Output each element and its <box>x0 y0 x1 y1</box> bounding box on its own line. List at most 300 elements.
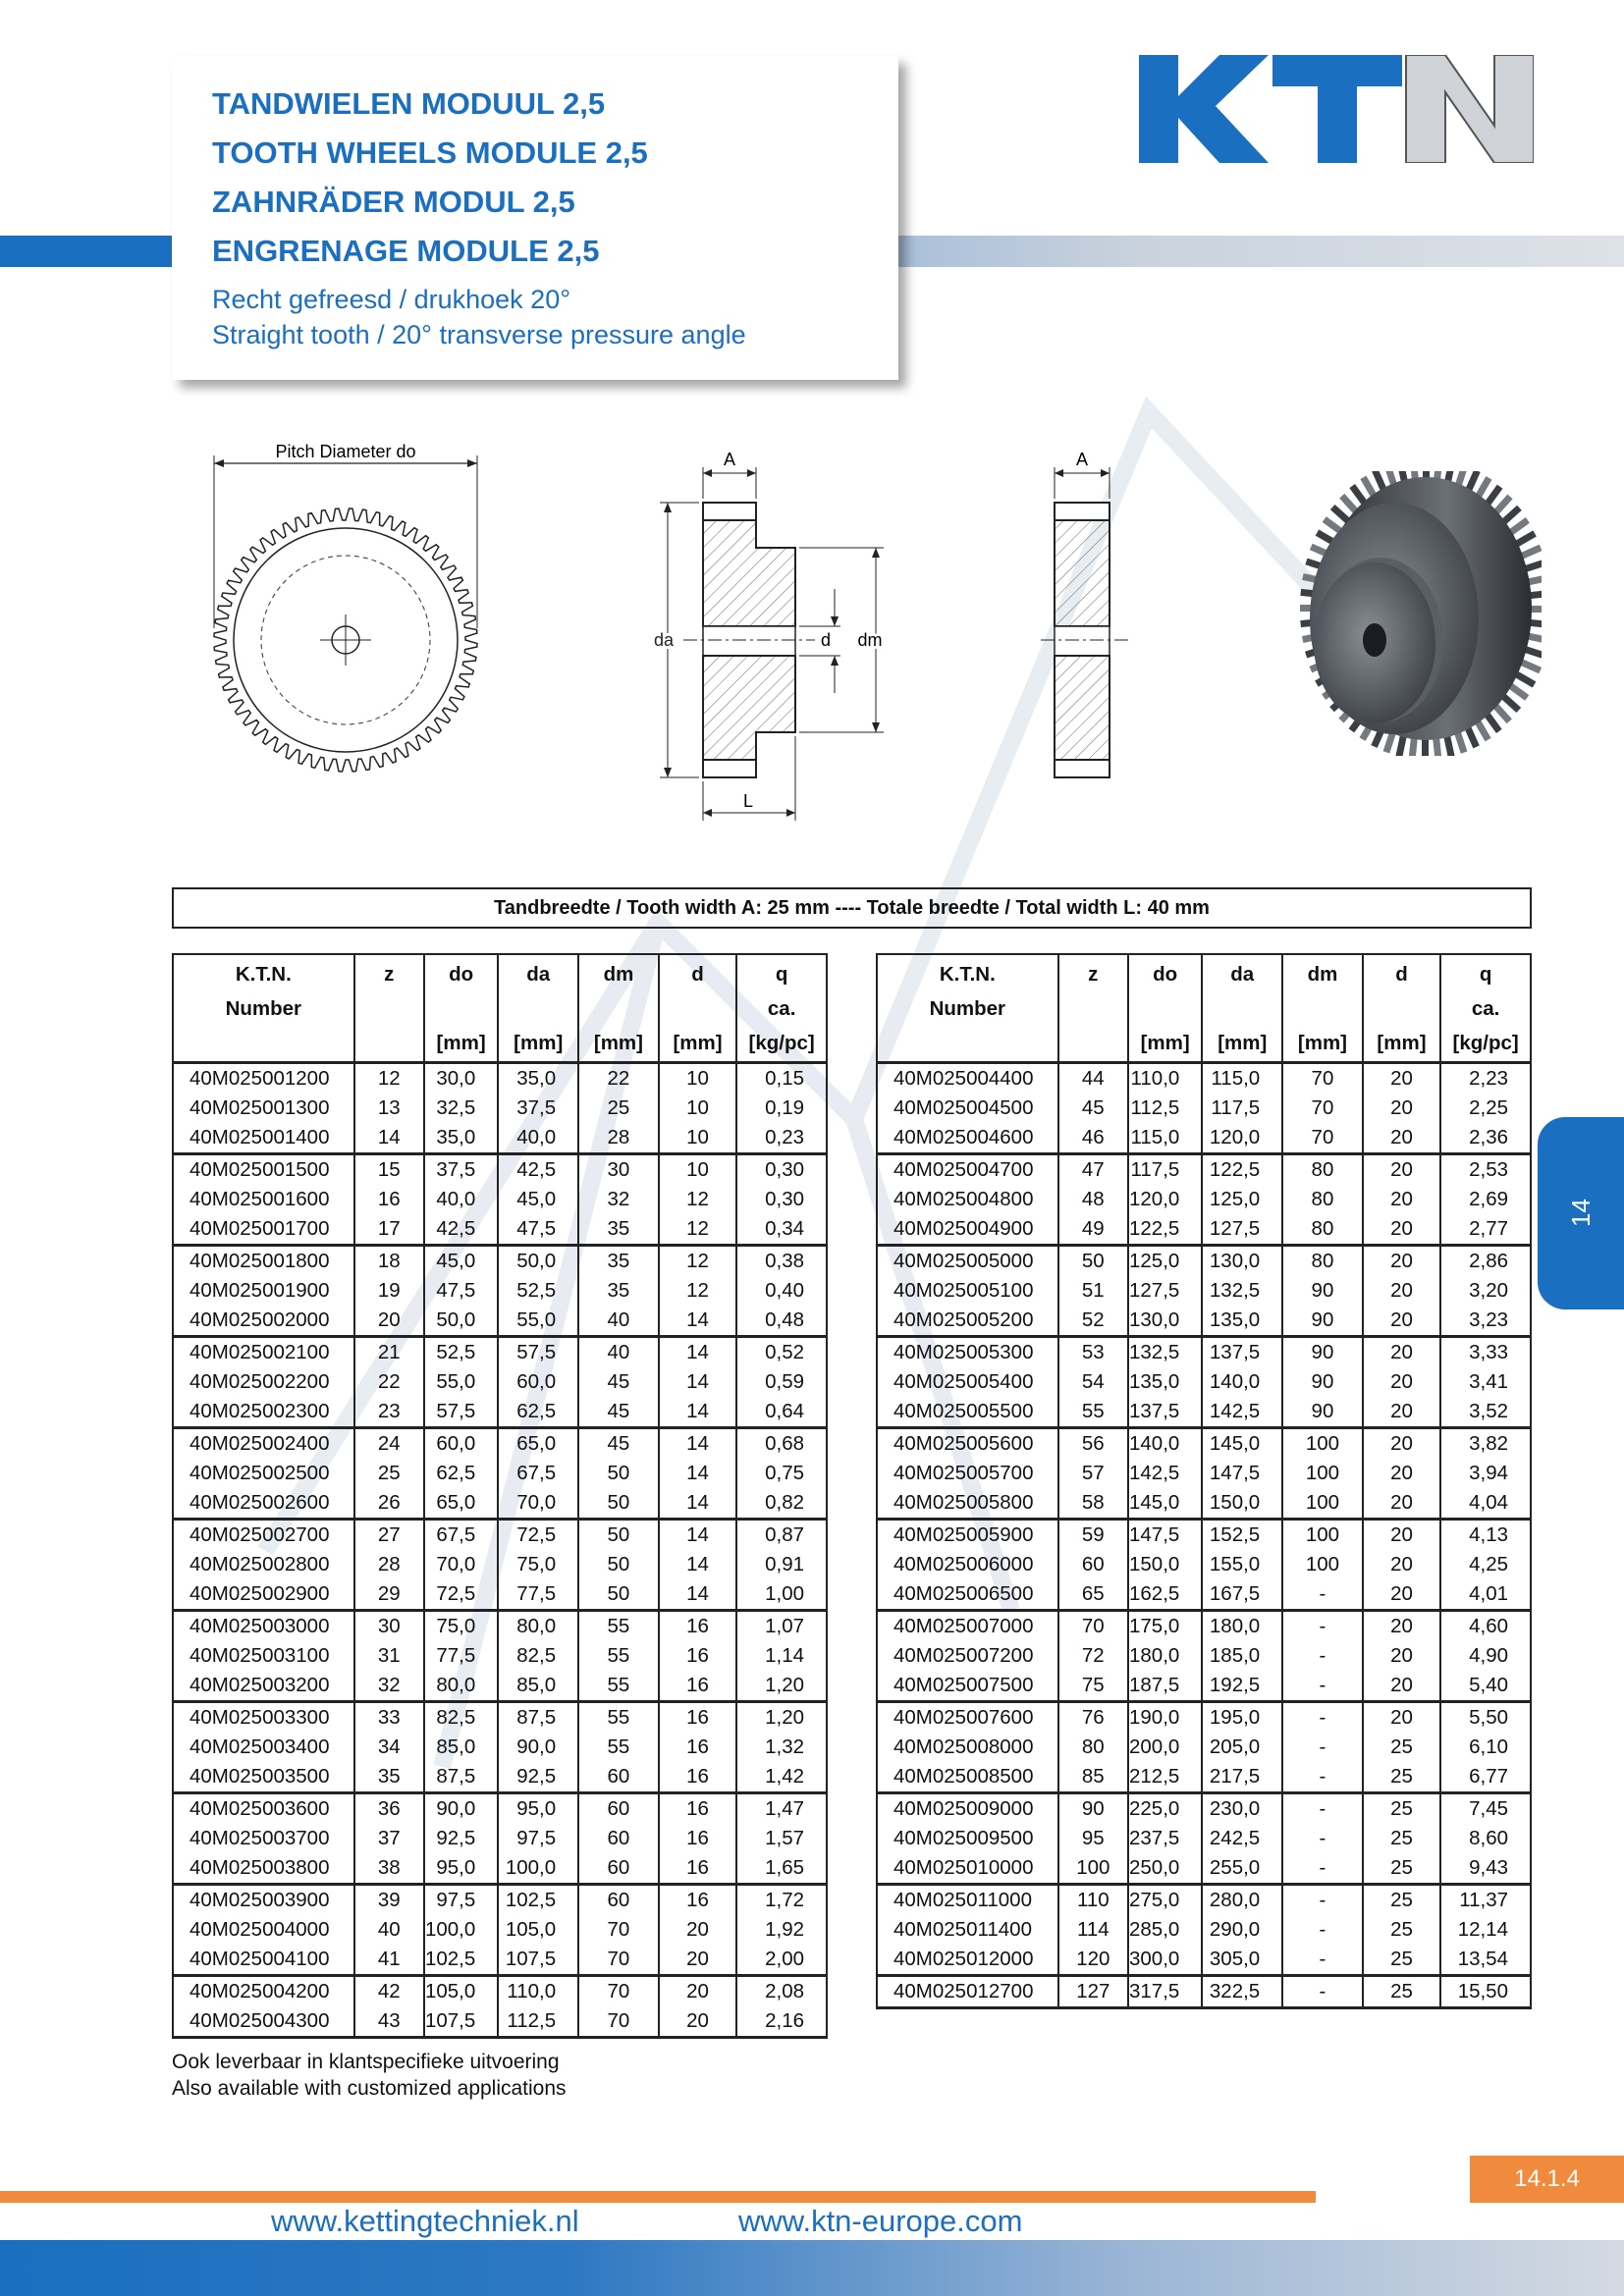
cell-dm: 90 <box>1282 1337 1363 1368</box>
cell-da: 280,0 <box>1202 1885 1282 1916</box>
cell-number: 40M025002400 <box>173 1428 354 1460</box>
cell-da: 97,5 <box>498 1824 578 1853</box>
cell-z: 18 <box>354 1246 424 1277</box>
table-row <box>877 1733 1531 1762</box>
cell-d: 20 <box>1363 1185 1441 1214</box>
cell-number: 40M025005000 <box>877 1246 1058 1277</box>
cell-q: 3,41 <box>1440 1367 1531 1397</box>
cell-number: 40M025007000 <box>877 1611 1058 1642</box>
cell-do: 87,5 <box>424 1762 498 1793</box>
cell-number: 40M025003000 <box>173 1611 354 1642</box>
col-number: K.T.N. Number <box>877 954 1058 1063</box>
cell-z: 30 <box>354 1611 424 1642</box>
cell-number: 40M025002300 <box>173 1397 354 1428</box>
cell-number: 40M025007500 <box>877 1671 1058 1702</box>
cell-number: 40M025002900 <box>173 1579 354 1611</box>
cell-do: 110,0 <box>1128 1063 1202 1095</box>
cell-q: 1,57 <box>736 1824 827 1853</box>
cell-do: 300,0 <box>1128 1945 1202 1976</box>
cell-d: 20 <box>1363 1641 1441 1671</box>
cell-z: 70 <box>1058 1611 1128 1642</box>
cell-dm: 70 <box>578 1976 659 2007</box>
cell-do: 30,0 <box>424 1063 498 1095</box>
cell-d: 16 <box>659 1733 737 1762</box>
cell-da: 72,5 <box>498 1520 578 1551</box>
dim-a2-label: A <box>1075 450 1089 469</box>
table-row <box>173 1793 827 1825</box>
cell-d: 20 <box>1363 1214 1441 1246</box>
cell-do: 70,0 <box>424 1550 498 1579</box>
cell-q: 4,60 <box>1440 1611 1531 1642</box>
cell-number: 40M025003800 <box>173 1853 354 1885</box>
table-row <box>173 1853 827 1885</box>
cell-z: 46 <box>1058 1123 1128 1154</box>
table-row <box>877 1671 1531 1702</box>
cell-d: 20 <box>1363 1520 1441 1551</box>
url-ktn-europe[interactable]: www.ktn-europe.com <box>738 2204 1023 2238</box>
cell-da: 107,5 <box>498 1945 578 1976</box>
cell-q: 1,72 <box>736 1885 827 1916</box>
cell-da: 230,0 <box>1202 1793 1282 1825</box>
cell-q: 0,87 <box>736 1520 827 1551</box>
cell-do: 225,0 <box>1128 1793 1202 1825</box>
col-da: da [mm] <box>1202 954 1282 1063</box>
cell-number: 40M025007600 <box>877 1702 1058 1734</box>
cell-dm: - <box>1282 1824 1363 1853</box>
cell-do: 105,0 <box>424 1976 498 2007</box>
cell-d: 20 <box>1363 1063 1441 1095</box>
cell-z: 76 <box>1058 1702 1128 1734</box>
cell-do: 200,0 <box>1128 1733 1202 1762</box>
cell-dm: 70 <box>578 1945 659 1976</box>
table-row <box>173 1337 827 1368</box>
cell-do: 62,5 <box>424 1459 498 1488</box>
cell-z: 39 <box>354 1885 424 1916</box>
dim-da-label: da <box>653 630 675 650</box>
cell-da: 80,0 <box>498 1611 578 1642</box>
title-en: TOOTH WHEELS MODULE 2,5 <box>212 135 648 170</box>
cell-z: 31 <box>354 1641 424 1671</box>
cell-da: 120,0 <box>1202 1123 1282 1154</box>
cell-da: 92,5 <box>498 1762 578 1793</box>
cell-z: 40 <box>354 1915 424 1945</box>
cell-number: 40M025003700 <box>173 1824 354 1853</box>
cell-q: 2,00 <box>736 1945 827 1976</box>
cell-dm: 40 <box>578 1306 659 1337</box>
cell-dm: 100 <box>1282 1488 1363 1520</box>
cell-dm: - <box>1282 1671 1363 1702</box>
cell-dm: - <box>1282 1885 1363 1916</box>
table-row <box>173 1579 827 1611</box>
cell-do: 275,0 <box>1128 1885 1202 1916</box>
cell-do: 32,5 <box>424 1094 498 1123</box>
table-row <box>173 1428 827 1460</box>
cell-dm: - <box>1282 1762 1363 1793</box>
cell-z: 27 <box>354 1520 424 1551</box>
cell-do: 237,5 <box>1128 1824 1202 1853</box>
cell-number: 40M025002000 <box>173 1306 354 1337</box>
col-z: z <box>354 954 424 1063</box>
cell-z: 43 <box>354 2006 424 2038</box>
table-row <box>173 1154 827 1186</box>
cell-number: 40M025005900 <box>877 1520 1058 1551</box>
cell-do: 102,5 <box>424 1945 498 1976</box>
cell-da: 150,0 <box>1202 1488 1282 1520</box>
cell-d: 20 <box>659 1915 737 1945</box>
table-row <box>173 1094 827 1123</box>
cell-number: 40M025006000 <box>877 1550 1058 1579</box>
cell-da: 167,5 <box>1202 1579 1282 1611</box>
cell-d: 25 <box>1363 1762 1441 1793</box>
cell-da: 255,0 <box>1202 1853 1282 1885</box>
cell-z: 127 <box>1058 1976 1128 2008</box>
cell-q: 15,50 <box>1440 1976 1531 2008</box>
cell-q: 1,92 <box>736 1915 827 1945</box>
cell-number: 40M025001300 <box>173 1094 354 1123</box>
cell-dm: 55 <box>578 1611 659 1642</box>
cell-do: 112,5 <box>1128 1094 1202 1123</box>
cell-da: 130,0 <box>1202 1246 1282 1277</box>
cell-number: 40M025001900 <box>173 1276 354 1306</box>
cell-number: 40M025011400 <box>877 1915 1058 1945</box>
cell-d: 20 <box>1363 1306 1441 1337</box>
cell-z: 42 <box>354 1976 424 2007</box>
cell-d: 20 <box>1363 1702 1441 1734</box>
table-row <box>173 1671 827 1702</box>
cell-d: 10 <box>659 1094 737 1123</box>
cell-z: 44 <box>1058 1063 1128 1095</box>
table-row <box>173 1276 827 1306</box>
cell-d: 14 <box>659 1488 737 1520</box>
cell-dm: 30 <box>578 1154 659 1186</box>
cell-dm: 55 <box>578 1733 659 1762</box>
cell-q: 3,33 <box>1440 1337 1531 1368</box>
cell-da: 192,5 <box>1202 1671 1282 1702</box>
table-row <box>877 1520 1531 1551</box>
cell-dm: 45 <box>578 1428 659 1460</box>
cell-d: 25 <box>1363 1793 1441 1825</box>
cell-d: 20 <box>659 2006 737 2038</box>
table-row <box>173 1611 827 1642</box>
table-row <box>173 1702 827 1734</box>
cell-d: 14 <box>659 1459 737 1488</box>
cell-do: 60,0 <box>424 1428 498 1460</box>
cell-q: 2,23 <box>1440 1063 1531 1095</box>
cell-number: 40M025004900 <box>877 1214 1058 1246</box>
table-row <box>173 1550 827 1579</box>
cell-dm: 50 <box>578 1459 659 1488</box>
cell-dm: - <box>1282 1945 1363 1976</box>
cell-q: 0,40 <box>736 1276 827 1306</box>
cell-dm: - <box>1282 1579 1363 1611</box>
cell-z: 53 <box>1058 1337 1128 1368</box>
cell-dm: 25 <box>578 1094 659 1123</box>
table-row <box>173 1945 827 1976</box>
cell-q: 2,77 <box>1440 1214 1531 1246</box>
cell-q: 4,90 <box>1440 1641 1531 1671</box>
cell-q: 1,42 <box>736 1762 827 1793</box>
cell-z: 36 <box>354 1793 424 1825</box>
table-row <box>877 1611 1531 1642</box>
table-row <box>877 1824 1531 1853</box>
cell-da: 137,5 <box>1202 1337 1282 1368</box>
cell-number: 40M025006500 <box>877 1579 1058 1611</box>
cell-number: 40M025005600 <box>877 1428 1058 1460</box>
cell-q: 1,32 <box>736 1733 827 1762</box>
cell-da: 65,0 <box>498 1428 578 1460</box>
cell-da: 70,0 <box>498 1488 578 1520</box>
cell-d: 20 <box>1363 1428 1441 1460</box>
cell-number: 40M025001700 <box>173 1214 354 1246</box>
cell-d: 14 <box>659 1428 737 1460</box>
cell-da: 142,5 <box>1202 1397 1282 1428</box>
dim-d-label: d <box>820 630 831 650</box>
cell-q: 4,01 <box>1440 1579 1531 1611</box>
cell-z: 72 <box>1058 1641 1128 1671</box>
table-row <box>173 1306 827 1337</box>
cell-number: 40M025002700 <box>173 1520 354 1551</box>
cell-number: 40M025004800 <box>877 1185 1058 1214</box>
cell-do: 97,5 <box>424 1885 498 1916</box>
cell-q: 2,69 <box>1440 1185 1531 1214</box>
cell-q: 2,86 <box>1440 1246 1531 1277</box>
cell-d: 20 <box>1363 1367 1441 1397</box>
cell-do: 77,5 <box>424 1641 498 1671</box>
cell-dm: 80 <box>1282 1185 1363 1214</box>
cell-da: 185,0 <box>1202 1641 1282 1671</box>
cell-number: 40M025003100 <box>173 1641 354 1671</box>
cell-do: 55,0 <box>424 1367 498 1397</box>
cell-z: 48 <box>1058 1185 1128 1214</box>
col-da: da [mm] <box>498 954 578 1063</box>
cell-number: 40M025005700 <box>877 1459 1058 1488</box>
cell-d: 20 <box>1363 1579 1441 1611</box>
cell-da: 77,5 <box>498 1579 578 1611</box>
cell-number: 40M025002100 <box>173 1337 354 1368</box>
cell-d: 16 <box>659 1611 737 1642</box>
table-row <box>173 1367 827 1397</box>
cell-q: 13,54 <box>1440 1945 1531 1976</box>
cell-q: 0,91 <box>736 1550 827 1579</box>
cell-q: 1,65 <box>736 1853 827 1885</box>
table-row <box>877 1793 1531 1825</box>
cell-number: 40M025004500 <box>877 1094 1058 1123</box>
cell-z: 52 <box>1058 1306 1128 1337</box>
cell-number: 40M025009000 <box>877 1793 1058 1825</box>
cell-dm: - <box>1282 1793 1363 1825</box>
cell-do: 40,0 <box>424 1185 498 1214</box>
cell-d: 20 <box>1363 1550 1441 1579</box>
cell-number: 40M025001600 <box>173 1185 354 1214</box>
cell-z: 75 <box>1058 1671 1128 1702</box>
cell-da: 45,0 <box>498 1185 578 1214</box>
cell-dm: 70 <box>578 1915 659 1945</box>
url-kettingtechniek[interactable]: www.kettingtechniek.nl <box>271 2204 579 2238</box>
cell-do: 90,0 <box>424 1793 498 1825</box>
table-row <box>877 1397 1531 1428</box>
cell-da: 87,5 <box>498 1702 578 1734</box>
cell-da: 180,0 <box>1202 1611 1282 1642</box>
cell-z: 90 <box>1058 1793 1128 1825</box>
cell-z: 50 <box>1058 1246 1128 1277</box>
cell-q: 0,68 <box>736 1428 827 1460</box>
table-row <box>877 1428 1531 1460</box>
cell-z: 22 <box>354 1367 424 1397</box>
cell-d: 14 <box>659 1367 737 1397</box>
cell-d: 20 <box>1363 1094 1441 1123</box>
cell-z: 14 <box>354 1123 424 1154</box>
table-row <box>877 1306 1531 1337</box>
cell-dm: 90 <box>1282 1397 1363 1428</box>
cell-q: 0,34 <box>736 1214 827 1246</box>
cell-d: 25 <box>1363 1853 1441 1885</box>
cell-q: 2,16 <box>736 2006 827 2038</box>
cell-da: 50,0 <box>498 1246 578 1277</box>
cell-do: 190,0 <box>1128 1702 1202 1734</box>
cell-q: 3,82 <box>1440 1428 1531 1460</box>
cell-q: 4,13 <box>1440 1520 1531 1551</box>
cell-do: 175,0 <box>1128 1611 1202 1642</box>
table-row <box>877 1246 1531 1277</box>
cell-dm: 100 <box>1282 1459 1363 1488</box>
cell-number: 40M025005100 <box>877 1276 1058 1306</box>
cell-dm: 55 <box>578 1702 659 1734</box>
cell-dm: 55 <box>578 1671 659 1702</box>
table-row <box>877 1885 1531 1916</box>
title-nl: TANDWIELEN MODUUL 2,5 <box>212 86 606 121</box>
cell-q: 1,07 <box>736 1611 827 1642</box>
cell-do: 285,0 <box>1128 1915 1202 1945</box>
cell-do: 100,0 <box>424 1915 498 1945</box>
cell-da: 52,5 <box>498 1276 578 1306</box>
cell-do: 132,5 <box>1128 1337 1202 1368</box>
cell-dm: 60 <box>578 1824 659 1853</box>
cell-do: 82,5 <box>424 1702 498 1734</box>
cell-dm: - <box>1282 1702 1363 1734</box>
cell-number: 40M025005300 <box>877 1337 1058 1368</box>
cell-number: 40M025012700 <box>877 1976 1058 2008</box>
cell-q: 1,00 <box>736 1579 827 1611</box>
table-row <box>877 1123 1531 1154</box>
cell-q: 1,14 <box>736 1641 827 1671</box>
cell-q: 1,20 <box>736 1702 827 1734</box>
table-row <box>877 1154 1531 1186</box>
cell-d: 20 <box>659 1976 737 2007</box>
cell-z: 26 <box>354 1488 424 1520</box>
cell-d: 16 <box>659 1885 737 1916</box>
cell-z: 13 <box>354 1094 424 1123</box>
cell-z: 110 <box>1058 1885 1128 1916</box>
cell-d: 20 <box>1363 1671 1441 1702</box>
cell-d: 20 <box>659 1945 737 1976</box>
cell-do: 72,5 <box>424 1579 498 1611</box>
cell-d: 20 <box>1363 1397 1441 1428</box>
cell-do: 52,5 <box>424 1337 498 1368</box>
cell-q: 0,30 <box>736 1185 827 1214</box>
cell-do: 37,5 <box>424 1154 498 1186</box>
table-row <box>877 1915 1531 1945</box>
cell-dm: 60 <box>578 1762 659 1793</box>
cell-d: 10 <box>659 1123 737 1154</box>
table-header <box>877 954 1531 1063</box>
col-z: z <box>1058 954 1128 1063</box>
subtitle-en: Straight tooth / 20° transverse pressure angle <box>212 320 746 349</box>
cell-z: 37 <box>354 1824 424 1853</box>
cell-do: 187,5 <box>1128 1671 1202 1702</box>
table-row <box>877 1945 1531 1976</box>
cell-number: 40M025004600 <box>877 1123 1058 1154</box>
table-row <box>877 1641 1531 1671</box>
col-q: q ca. [kg/pc] <box>1440 954 1531 1063</box>
cell-da: 115,0 <box>1202 1063 1282 1095</box>
cell-d: 14 <box>659 1397 737 1428</box>
cell-do: 142,5 <box>1128 1459 1202 1488</box>
cell-q: 0,48 <box>736 1306 827 1337</box>
cell-da: 35,0 <box>498 1063 578 1095</box>
table-row <box>173 2006 827 2038</box>
cell-number: 40M025005800 <box>877 1488 1058 1520</box>
cell-number: 40M025010000 <box>877 1853 1058 1885</box>
cell-do: 57,5 <box>424 1397 498 1428</box>
cell-dm: 90 <box>1282 1276 1363 1306</box>
cell-z: 65 <box>1058 1579 1128 1611</box>
cell-do: 107,5 <box>424 2006 498 2038</box>
cell-da: 147,5 <box>1202 1459 1282 1488</box>
cell-do: 140,0 <box>1128 1428 1202 1460</box>
cell-dm: 28 <box>578 1123 659 1154</box>
cell-dm: 50 <box>578 1550 659 1579</box>
table-row <box>877 1579 1531 1611</box>
cell-number: 40M025008500 <box>877 1762 1058 1793</box>
cell-d: 20 <box>1363 1246 1441 1277</box>
cell-q: 2,53 <box>1440 1154 1531 1186</box>
cell-dm: 100 <box>1282 1520 1363 1551</box>
cell-d: 20 <box>1363 1459 1441 1488</box>
cell-number: 40M025003400 <box>173 1733 354 1762</box>
table-row <box>877 1094 1531 1123</box>
table-row <box>173 1123 827 1154</box>
cell-z: 54 <box>1058 1367 1128 1397</box>
cell-do: 80,0 <box>424 1671 498 1702</box>
cell-do: 122,5 <box>1128 1214 1202 1246</box>
table-row <box>877 1214 1531 1246</box>
table-row <box>877 1185 1531 1214</box>
section-tab[interactable] <box>1538 1117 1624 1309</box>
cell-do: 42,5 <box>424 1214 498 1246</box>
table-row <box>173 1063 827 1095</box>
cell-number: 40M025004300 <box>173 2006 354 2038</box>
cell-d: 16 <box>659 1702 737 1734</box>
cell-z: 80 <box>1058 1733 1128 1762</box>
cell-q: 0,23 <box>736 1123 827 1154</box>
cell-d: 14 <box>659 1306 737 1337</box>
dim-dm-label: dm <box>857 630 883 650</box>
cell-dm: 35 <box>578 1276 659 1306</box>
cell-dm: 45 <box>578 1397 659 1428</box>
table-row <box>877 1853 1531 1885</box>
cell-z: 51 <box>1058 1276 1128 1306</box>
cell-z: 38 <box>354 1853 424 1885</box>
cell-q: 2,25 <box>1440 1094 1531 1123</box>
cell-q: 0,52 <box>736 1337 827 1368</box>
cell-number: 40M025002200 <box>173 1367 354 1397</box>
cell-q: 3,94 <box>1440 1459 1531 1488</box>
cell-da: 117,5 <box>1202 1094 1282 1123</box>
cell-number: 40M025004200 <box>173 1976 354 2007</box>
note-en: Also available with customized applications <box>172 2077 567 2100</box>
cell-d: 16 <box>659 1762 737 1793</box>
cell-do: 47,5 <box>424 1276 498 1306</box>
